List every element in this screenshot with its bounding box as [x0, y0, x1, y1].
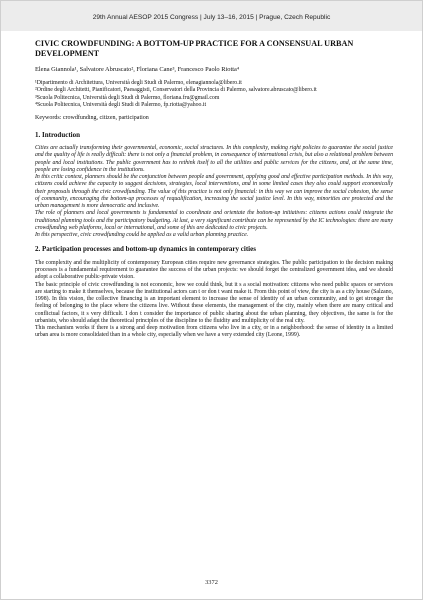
paper-title: CIVIC CROWDFUNDING: A BOTTOM-UP PRACTICE FOR A CONSENSUAL URBAN DEVELOPMENT [35, 39, 354, 58]
affiliation-1: ¹Dipartimento di Architettura, Università degli Studi di Palermo, elenagiannola@libero.it [35, 80, 242, 87]
running-header: 29th Annual AESOP 2015 Congress | July 13–16, 2015 | Prague, Czech Republic [92, 14, 331, 21]
affiliation-3: ³Scuola Politecnica, Università degli Studi di Palermo, floriana.fru@gmail.com [35, 94, 220, 101]
participation-paragraph-3: This mechanism works if there is a strong and deep motivation from citizens who live in a city, or in a neighborhood: the sense of identity in a limited urban area is more consolidated than in a whole city, especially when we have a very extended city (Leone, 1999). [35, 325, 393, 339]
section-heading-participation: 2. Participation processes and bottom-up dynamics in contemporary cities [35, 245, 256, 254]
keywords: Keywords: crowdfunding, citizen, participation [35, 115, 149, 122]
affiliation-list [35, 80, 393, 109]
intro-paragraph-1: Cities are actually transforming their governmental, economic, social structures. In this complexity, making right policies to guarantee the social justice and the quality of life is really difficult: there is not only a financial problem, in consequence of international crisis, but also a relational problem between people and local institutions. The public government has to rethink itself to all the utilities and public services for the citizens, and, at the same time, people are losing confidence in the institutions. [35, 145, 393, 173]
intro-paragraph-3: The role of planners and local governments is fundamental to coordinate and orientate the bottom-up initiatives: citizens actions could integrate the traditional planning tools and the participatory budgeting. At last, a very significant contribute can be represented by the IC technologies: there are many crowdfunding web platforms, local or international, and some of this are dedicated to civic projects. [35, 210, 393, 231]
page-content [35, 39, 393, 340]
page-number: 3372 [205, 579, 218, 586]
participation-paragraph-2: The basic principle of civic crowdfunding is not economic, how we could think, but it s a social motivation: citizens who need public spaces or services are starting to make it themselves, because the institutional actors can t or don t want make it. From this point of view, the city is as a city house (Salzano, 1998). In this vision, the collective financing is an important element to increase the sense of identity of an urban community, and to get stronger the feeling of belonging to the place where the citizens live. Without these elements, the management of the city, mainly when there are many critical and conflictual factors, it s very difficult. I don t consider the importance of public sharing about the urban planning, they objectives, the same is for the urbanists, who should adapt the theoretical principles of the discipline to the fluidity and multiplicity of the real city. [35, 281, 393, 324]
participation-paragraph-1: The complexity and the multiplicity of contemporary European cities require new governance strategies. The public participation to the decision making processes is a fundamental requirement to guarantee the success of the urban projects: we should forget the centralized government idea, and we should adopt a collaborative public-private vision. [35, 259, 393, 281]
intro-paragraph-2: In this critic context, planners should be the conjunction between people and government, applying good and effective participation methods. In this way, citizens could achieve the capacity to suggest decisions, strategies, local interventions, and in some limited cases they also could support economically their proposals through the civic crowdfunding. The value of this practice is not only financial: in this way we can improve the social cohesion, the sense of community, encouraging the bottom-up processes of requalification, increasing the social justice level. In this way, minorities are protected and the urban management is more democratic and inclusive. [35, 174, 393, 210]
affiliation-2: ²Ordine degli Architetti, Pianificatori, Paesaggisti, Conservatori della Provincia di Palermo, salvatore.abruscato@libero.it [35, 87, 317, 94]
author-list: Elena Giannola¹, Salvatore Abruscato², Floriana Cane³, Francesco Paolo Riotta⁴ [35, 66, 240, 74]
section-heading-introduction: 1. Introduction [35, 130, 80, 139]
intro-paragraph-4: In this perspective, civic crowdfunding could be applied as a valid urban planning practice. [35, 232, 249, 239]
affiliation-4: ⁴Scuola Politecnica, Università degli Studi di Palermo, fp.riotta@yahoo.it [35, 102, 207, 109]
